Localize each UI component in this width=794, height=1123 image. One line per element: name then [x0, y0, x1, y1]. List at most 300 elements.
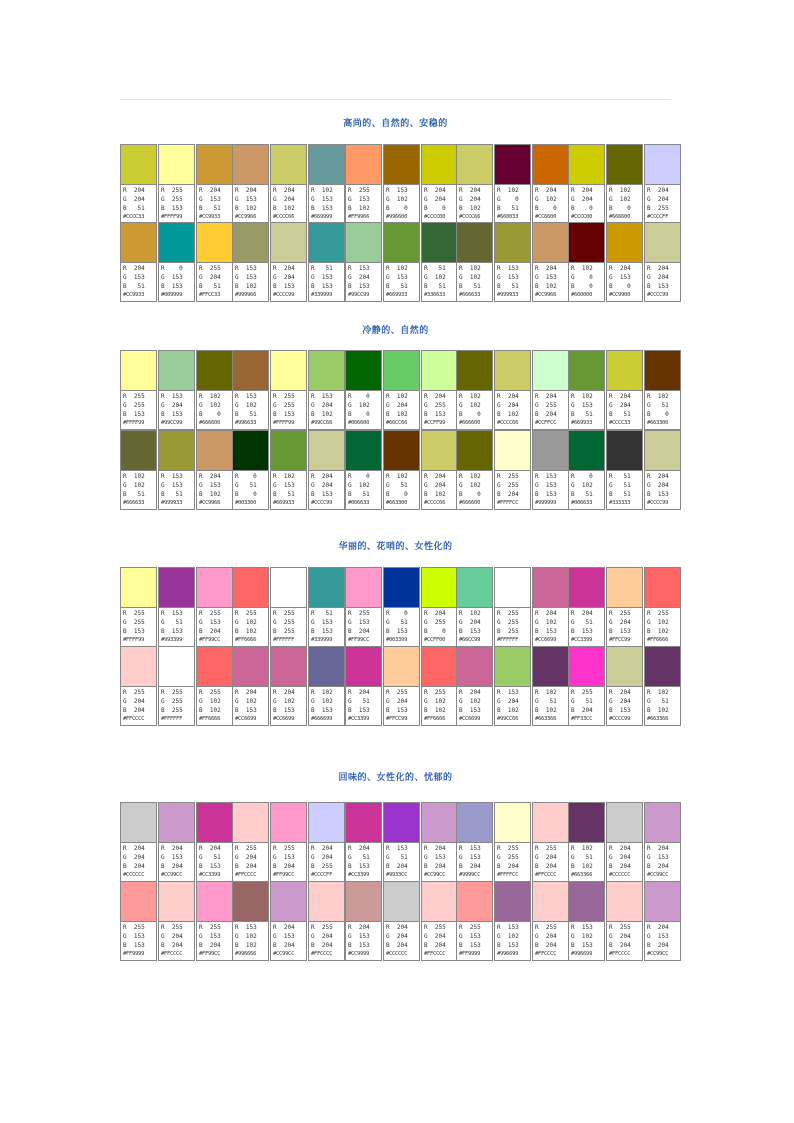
color-cell — [644, 802, 681, 882]
channel-g: G 102 — [424, 698, 446, 705]
color-swatch — [233, 145, 268, 185]
hex-code: #CCCCCC — [386, 951, 408, 957]
channel-b: B 255 — [497, 628, 519, 635]
hex-code: #9999CC — [459, 872, 481, 878]
channel-r: R 204 — [123, 845, 145, 852]
rgb-values — [645, 608, 680, 646]
color-cell — [494, 567, 531, 647]
hex-code: #CCCC33 — [123, 214, 145, 220]
rgb-values — [197, 687, 232, 725]
hex-code: #669933 — [273, 500, 295, 506]
channel-g: G 153 — [199, 196, 221, 203]
swatch-group — [345, 881, 458, 961]
hex-code: #CCCCFF — [647, 214, 669, 220]
channel-g: G 153 — [123, 274, 145, 281]
channel-r: R 153 — [161, 610, 183, 617]
rgb-values — [533, 687, 568, 725]
channel-r: R 204 — [535, 187, 557, 194]
hex-code: #99CC99 — [161, 420, 183, 426]
hex-code: #666600 — [459, 420, 481, 426]
color-cell — [421, 881, 458, 961]
color-swatch — [422, 145, 457, 185]
hex-code: #FF99CC — [348, 637, 370, 643]
color-cell — [456, 144, 493, 224]
hex-code: #CC99CC — [273, 951, 295, 957]
channel-b: B 102 — [235, 205, 257, 212]
rgb-values — [346, 687, 381, 725]
color-cell — [494, 144, 531, 224]
hex-code: #CCCC00 — [571, 214, 593, 220]
color-cell — [383, 430, 420, 510]
channel-g: G 153 — [348, 196, 370, 203]
channel-g: G 102 — [199, 402, 221, 409]
color-swatch — [271, 223, 306, 263]
rgb-values — [197, 185, 232, 223]
color-swatch — [197, 351, 232, 391]
rgb-values — [422, 687, 457, 725]
channel-g: G 204 — [273, 196, 295, 203]
swatch-group — [456, 144, 569, 224]
channel-r: R 102 — [459, 265, 481, 272]
swatch-group — [345, 646, 458, 726]
swatch-group — [568, 567, 681, 647]
channel-r: R 0 — [571, 473, 593, 480]
channel-b: B 153 — [459, 707, 481, 714]
rgb-values — [384, 471, 419, 509]
channel-g: G 204 — [311, 854, 333, 861]
channel-g: G 102 — [571, 933, 593, 940]
color-swatch — [569, 223, 604, 263]
channel-r: R 255 — [609, 610, 631, 617]
hex-code: #663366 — [535, 716, 557, 722]
channel-r: R 102 — [647, 393, 669, 400]
color-swatch — [159, 803, 194, 843]
color-swatch — [569, 431, 604, 471]
channel-r: R 153 — [348, 265, 370, 272]
color-swatch — [197, 803, 232, 843]
color-cell — [606, 430, 643, 510]
channel-r: R 255 — [123, 924, 145, 931]
channel-r: R 102 — [459, 393, 481, 400]
swatch-group — [120, 430, 233, 510]
channel-r: R 255 — [535, 845, 557, 852]
hex-code: #006633 — [571, 500, 593, 506]
hex-code: #660000 — [571, 292, 593, 298]
swatch-group — [232, 430, 345, 510]
color-swatch — [533, 145, 568, 185]
channel-r: R 153 — [386, 187, 408, 194]
color-cell — [421, 567, 458, 647]
rgb-values — [271, 391, 306, 429]
hex-code: #FFCC33 — [199, 292, 221, 298]
channel-g: G 204 — [311, 482, 333, 489]
channel-g: G 255 — [535, 402, 557, 409]
color-swatch — [384, 647, 419, 687]
color-swatch — [422, 431, 457, 471]
channel-g: G 204 — [609, 619, 631, 626]
channel-b: B 204 — [386, 863, 408, 870]
channel-b: B 153 — [459, 942, 481, 949]
color-swatch — [533, 568, 568, 608]
color-swatch — [495, 145, 530, 185]
channel-g: G 51 — [161, 619, 183, 626]
rgb-values — [197, 471, 232, 509]
color-cell — [232, 222, 269, 302]
channel-g: G 204 — [199, 274, 221, 281]
channel-b: B 204 — [497, 491, 519, 498]
rgb-values — [422, 391, 457, 429]
channel-r: R 204 — [273, 265, 295, 272]
channel-r: R 204 — [123, 187, 145, 194]
channel-g: G 204 — [161, 402, 183, 409]
rgb-values — [346, 843, 381, 881]
channel-b: B 102 — [199, 707, 221, 714]
channel-r: R 153 — [571, 924, 593, 931]
hex-code: #CC9966 — [235, 214, 257, 220]
channel-b: B 51 — [571, 411, 593, 418]
hex-code: #CC9900 — [609, 292, 631, 298]
channel-g: G 204 — [424, 196, 446, 203]
hex-code: #9933CC — [386, 872, 408, 878]
hex-code: #336633 — [424, 292, 446, 298]
channel-g: G 102 — [235, 933, 257, 940]
swatch-group — [345, 144, 458, 224]
color-swatch — [121, 351, 156, 391]
channel-r: R 153 — [459, 845, 481, 852]
channel-r: R 102 — [609, 187, 631, 194]
swatch-group — [568, 646, 681, 726]
channel-g: G 51 — [386, 619, 408, 626]
channel-g: G 102 — [459, 698, 481, 705]
color-swatch — [309, 431, 344, 471]
color-cell — [232, 881, 269, 961]
channel-b: B 204 — [609, 942, 631, 949]
color-cell — [345, 144, 382, 224]
channel-g: G 153 — [273, 482, 295, 489]
channel-b: B 204 — [424, 942, 446, 949]
color-cell — [456, 881, 493, 961]
color-cell — [232, 430, 269, 510]
channel-b: B 153 — [535, 628, 557, 635]
hex-code: #CCCC66 — [273, 214, 295, 220]
channel-g: G 153 — [424, 854, 446, 861]
color-swatch — [309, 647, 344, 687]
channel-b: B 102 — [497, 411, 519, 418]
channel-b: B 153 — [571, 942, 593, 949]
hex-code: #663366 — [571, 872, 593, 878]
hex-code: #CCCC99 — [609, 716, 631, 722]
hex-code: #FF9999 — [123, 951, 145, 957]
channel-r: R 255 — [161, 187, 183, 194]
channel-g: G 255 — [424, 619, 446, 626]
color-swatch — [346, 882, 381, 922]
hex-code: #669933 — [571, 420, 593, 426]
color-cell — [532, 144, 569, 224]
channel-g: G 153 — [571, 402, 593, 409]
channel-b: B 153 — [123, 411, 145, 418]
channel-r: R 255 — [123, 610, 145, 617]
section-title: 高尚的、自然的、安稳的 — [343, 119, 448, 129]
rgb-values — [607, 391, 642, 429]
color-swatch — [197, 145, 232, 185]
color-cell — [158, 802, 195, 882]
channel-r: R 255 — [497, 610, 519, 617]
channel-g: G 204 — [609, 402, 631, 409]
channel-g: G 102 — [459, 402, 481, 409]
channel-g: G 102 — [235, 698, 257, 705]
hex-code: #666600 — [199, 420, 221, 426]
channel-b: B 102 — [311, 411, 333, 418]
channel-b: B 0 — [571, 283, 593, 290]
channel-b: B 102 — [273, 205, 295, 212]
color-swatch — [495, 223, 530, 263]
color-swatch — [645, 882, 680, 922]
swatch-group — [568, 222, 681, 302]
channel-b: B 102 — [535, 283, 557, 290]
channel-g: G 204 — [424, 482, 446, 489]
hex-code: #333333 — [609, 500, 631, 506]
rgb-values — [197, 263, 232, 301]
hex-code: #99CC66 — [311, 420, 333, 426]
rgb-values — [422, 471, 457, 509]
channel-r: R 255 — [424, 924, 446, 931]
color-cell — [158, 430, 195, 510]
channel-b: B 0 — [459, 411, 481, 418]
channel-g: G 204 — [497, 402, 519, 409]
channel-r: R 204 — [535, 265, 557, 272]
rgb-values — [607, 185, 642, 223]
color-cell — [270, 430, 307, 510]
color-swatch — [645, 351, 680, 391]
channel-r: R 255 — [311, 924, 333, 931]
channel-g: G 204 — [123, 196, 145, 203]
hex-code: #CC9966 — [199, 500, 221, 506]
color-swatch — [233, 882, 268, 922]
rgb-values — [495, 471, 530, 509]
channel-g: G 204 — [386, 402, 408, 409]
color-cell — [232, 144, 269, 224]
hex-code: #CC6600 — [535, 214, 557, 220]
channel-b: B 0 — [459, 491, 481, 498]
color-cell — [383, 881, 420, 961]
rgb-values — [607, 843, 642, 881]
color-cell — [158, 646, 195, 726]
hex-code: #FFFFFF — [273, 637, 295, 643]
channel-g: G 255 — [497, 482, 519, 489]
channel-b: B 102 — [424, 707, 446, 714]
channel-b: B 102 — [199, 491, 221, 498]
rgb-values — [645, 843, 680, 881]
color-cell — [606, 350, 643, 430]
color-cell — [196, 350, 233, 430]
channel-b: B 204 — [273, 942, 295, 949]
hex-code: #FFCCCC — [235, 872, 257, 878]
rgb-values — [457, 263, 492, 301]
channel-g: G 153 — [123, 933, 145, 940]
channel-r: R 153 — [497, 265, 519, 272]
channel-r: R 153 — [386, 845, 408, 852]
channel-r: R 255 — [161, 924, 183, 931]
color-cell — [456, 350, 493, 430]
channel-b: B 153 — [609, 707, 631, 714]
color-cell — [644, 144, 681, 224]
color-cell — [345, 350, 382, 430]
channel-g: G 153 — [311, 196, 333, 203]
channel-r: R 204 — [535, 393, 557, 400]
section-title: 华丽的、花哨的、女性化的 — [338, 542, 453, 552]
channel-r: R 204 — [497, 393, 519, 400]
rgb-values — [645, 687, 680, 725]
channel-r: R 255 — [199, 924, 221, 931]
channel-r: R 204 — [273, 187, 295, 194]
rgb-values — [121, 608, 156, 646]
channel-b: B 0 — [647, 411, 669, 418]
rgb-values — [569, 263, 604, 301]
hex-code: #66CC99 — [459, 637, 481, 643]
color-swatch — [121, 431, 156, 471]
swatch-group — [232, 567, 345, 647]
channel-g: G 204 — [609, 854, 631, 861]
rgb-values — [159, 843, 194, 881]
channel-r: R 204 — [571, 187, 593, 194]
channel-r: R 102 — [123, 473, 145, 480]
color-cell — [158, 222, 195, 302]
swatch-group — [120, 144, 233, 224]
color-swatch — [422, 647, 457, 687]
rgb-values — [645, 922, 680, 960]
channel-r: R 255 — [273, 393, 295, 400]
rgb-values — [121, 185, 156, 223]
channel-b: B 102 — [235, 283, 257, 290]
color-swatch — [457, 647, 492, 687]
color-swatch — [607, 145, 642, 185]
channel-r: R 102 — [386, 473, 408, 480]
section-title: 冷静的、自然的 — [362, 326, 429, 336]
channel-g: G 153 — [235, 196, 257, 203]
channel-g: G 153 — [647, 933, 669, 940]
channel-g: G 102 — [348, 402, 370, 409]
color-cell — [232, 567, 269, 647]
color-cell — [308, 430, 345, 510]
channel-b: B 153 — [424, 411, 446, 418]
rgb-values — [233, 843, 268, 881]
color-cell — [308, 222, 345, 302]
channel-r: R 255 — [199, 265, 221, 272]
color-swatch — [422, 568, 457, 608]
hex-code: #999966 — [235, 292, 257, 298]
color-cell — [644, 350, 681, 430]
color-cell — [568, 144, 605, 224]
swatch-group — [120, 802, 233, 882]
channel-g: G 204 — [459, 619, 481, 626]
color-swatch — [645, 431, 680, 471]
channel-b: B 0 — [235, 491, 257, 498]
color-swatch — [495, 647, 530, 687]
color-cell — [158, 144, 195, 224]
channel-g: G 204 — [647, 196, 669, 203]
channel-g: G 51 — [348, 698, 370, 705]
hex-code: #993399 — [161, 637, 183, 643]
color-cell — [270, 222, 307, 302]
color-swatch — [533, 351, 568, 391]
rgb-values — [384, 687, 419, 725]
rgb-values — [159, 471, 194, 509]
swatch-group — [456, 646, 569, 726]
rgb-values — [645, 185, 680, 223]
color-cell — [532, 567, 569, 647]
color-swatch — [159, 882, 194, 922]
channel-g: G 51 — [571, 619, 593, 626]
swatch-group — [568, 144, 681, 224]
channel-b: B 51 — [123, 283, 145, 290]
hex-code: #CCCC00 — [424, 214, 446, 220]
channel-r: R 204 — [348, 845, 370, 852]
hex-code: #FF99CC — [199, 951, 221, 957]
swatch-group — [456, 567, 569, 647]
swatch-group — [568, 881, 681, 961]
rgb-values — [495, 922, 530, 960]
rgb-values — [197, 391, 232, 429]
hex-code: #FF9999 — [459, 951, 481, 957]
color-cell — [456, 646, 493, 726]
channel-b: B 204 — [123, 863, 145, 870]
channel-r: R 153 — [497, 924, 519, 931]
channel-g: G 51 — [386, 482, 408, 489]
channel-g: G 204 — [235, 854, 257, 861]
channel-b: B 204 — [647, 863, 669, 870]
color-swatch — [159, 647, 194, 687]
channel-b: B 153 — [161, 205, 183, 212]
rgb-values — [309, 687, 344, 725]
channel-b: B 255 — [161, 707, 183, 714]
channel-r: R 255 — [386, 689, 408, 696]
hex-code: #FFCCCC — [311, 951, 333, 957]
swatch-group — [568, 350, 681, 430]
color-cell — [383, 222, 420, 302]
hex-code: #CCCC66 — [459, 214, 481, 220]
channel-r: R 0 — [386, 610, 408, 617]
rgb-values — [457, 471, 492, 509]
channel-b: B 204 — [535, 942, 557, 949]
channel-g: G 51 — [647, 402, 669, 409]
channel-r: R 255 — [199, 610, 221, 617]
channel-r: R 204 — [273, 924, 295, 931]
hex-code: #CC9933 — [123, 292, 145, 298]
color-cell — [308, 350, 345, 430]
swatch-group — [456, 222, 569, 302]
channel-g: G 51 — [647, 698, 669, 705]
hex-code: #CC9999 — [348, 951, 370, 957]
channel-b: B 204 — [424, 863, 446, 870]
rgb-values — [607, 471, 642, 509]
channel-g: G 204 — [535, 854, 557, 861]
color-swatch — [346, 568, 381, 608]
color-cell — [120, 802, 157, 882]
rgb-values — [569, 608, 604, 646]
channel-b: B 204 — [235, 863, 257, 870]
channel-g: G 255 — [424, 402, 446, 409]
channel-g: G 204 — [535, 933, 557, 940]
channel-b: B 0 — [535, 205, 557, 212]
color-cell — [532, 350, 569, 430]
rgb-values — [422, 608, 457, 646]
channel-g: G 153 — [235, 274, 257, 281]
color-swatch — [607, 803, 642, 843]
hex-code: #006600 — [348, 420, 370, 426]
color-swatch — [271, 882, 306, 922]
hex-code: #FF6666 — [199, 716, 221, 722]
channel-r: R 255 — [273, 610, 295, 617]
